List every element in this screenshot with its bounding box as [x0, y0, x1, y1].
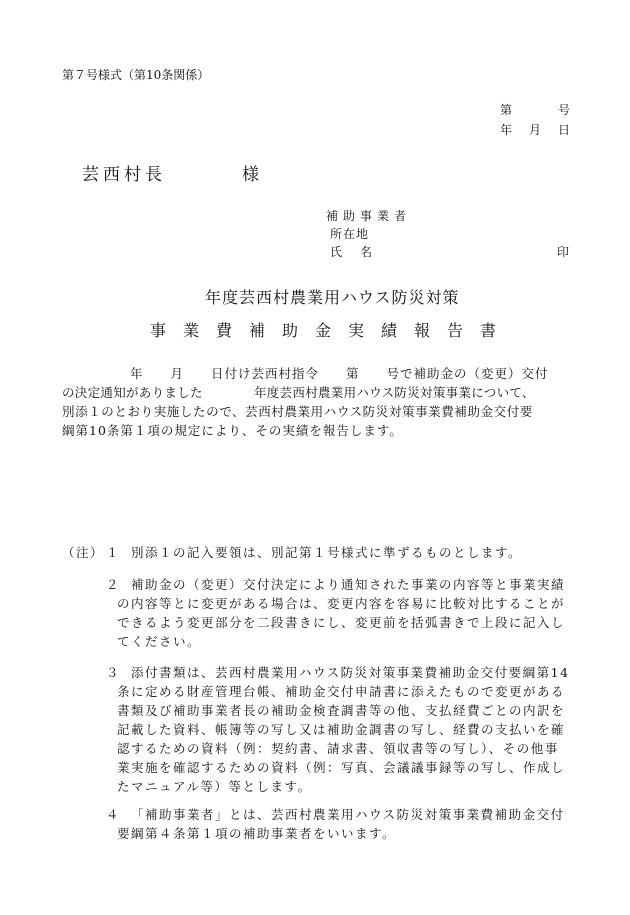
- note-4-line-2: 要綱第４条第１項の補助事業者をいいます。: [117, 826, 397, 841]
- note-3-line-5: 認するための資料（例：契約書、請求書、領収書等の写し）、その他事: [117, 741, 559, 756]
- note-2-line-2: の内容等とに変更がある場合は、変更内容を容易に比較対比することが: [117, 596, 566, 611]
- note-3-line-6: 業実施を確認するための資料（例：写真、会議議事録等の写し、作成し: [117, 760, 566, 775]
- title-line2: 事業費補助金実績報告書: [150, 321, 514, 340]
- seal-mark: 印: [557, 245, 570, 259]
- note-2-number: ２: [106, 577, 121, 592]
- date-year: 年: [500, 123, 513, 137]
- note-3-line-3: 書類及び補助事業者長の補助金検査調書等の他、支払経費ごとの内訳を: [117, 703, 566, 718]
- note-3-line-4: 記載した資料、帳簿等の写し又は補助金調書の写し、経費の支払いを確: [117, 722, 566, 737]
- notes-label: （注）: [62, 545, 105, 560]
- note-2-line-1: 補助金の（変更）交付決定により通知された事業の内容等と事業実績: [131, 577, 566, 592]
- doc-number-dai: 第: [500, 103, 513, 117]
- note-1-line-1: 別添１の記入要領は、別記第１号様式に準ずるものとします。: [131, 545, 523, 560]
- note-1-number: １: [106, 545, 121, 560]
- body-line-2: の決定通知がありました 年度芸西村農業用ハウス防災対策事業について、: [62, 385, 535, 400]
- applicant-address-label: 所在地: [330, 227, 370, 241]
- applicant-title: 補助事業者: [326, 209, 412, 223]
- addressee-honorific: 様: [242, 165, 259, 185]
- note-2-line-4: てください。: [117, 634, 202, 649]
- addressee-name: 芸西村長: [82, 165, 166, 185]
- note-3-line-7: たマニュアル等）等とします。: [117, 779, 312, 794]
- note-2-line-3: できるよう変更部分を二段書きにし、変更前を括弧書きで上段に記入し: [117, 615, 566, 630]
- note-4-line-1: 「補助事業者」とは、芸西村農業用ハウス防災対策事業費補助金交付: [131, 807, 565, 822]
- note-4-number: ４: [106, 807, 121, 822]
- body-line-1: 年 月 日付け芸西村指令 第 号で補助金の（変更）交付: [130, 366, 549, 381]
- body-line-4: 綱第10条第１項の規定により、その実績を報告します。: [62, 423, 403, 438]
- applicant-name-label: 氏 名: [330, 245, 376, 259]
- date-month: 月: [529, 123, 542, 137]
- note-3-number: ３: [106, 665, 121, 680]
- doc-number-gou: 号: [558, 103, 571, 117]
- date-day: 日: [558, 123, 571, 137]
- title-line1: 年度芸西村農業用ハウス防災対策: [205, 288, 460, 307]
- note-3-line-2: 条に定める財産管理台帳、補助金交付申請書に添えたもので変更がある: [117, 684, 566, 699]
- form-number: 第７号様式（第10条関係）: [62, 68, 210, 82]
- note-3-line-1: 添付書類は、芸西村農業用ハウス防災対策事業費補助金交付要綱第14: [131, 665, 570, 680]
- body-line-3: 別添１のとおり実施したので、芸西村農業用ハウス防災対策事業費補助金交付要: [62, 404, 533, 419]
